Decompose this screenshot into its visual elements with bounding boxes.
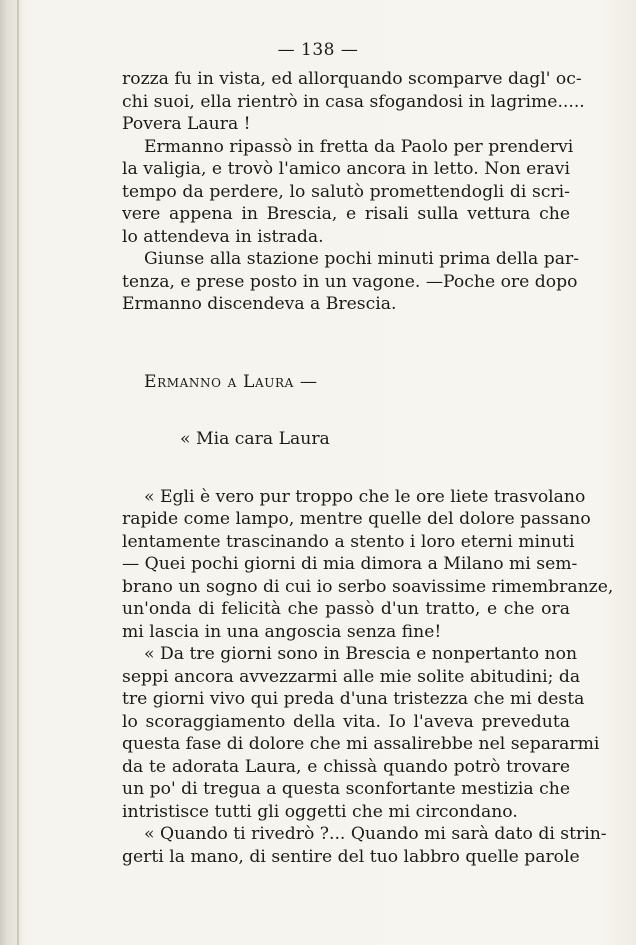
spacer — [122, 351, 570, 371]
text-line: tempo da perdere, lo salutò promettendogli di scri- — [122, 181, 570, 202]
text-line: « Da tre giorni sono in Brescia e nonpertanto non — [144, 644, 578, 664]
text-line: Ermanno discendeva a Brescia. — [122, 294, 397, 314]
text-line: brano un sogno di cui io serbo soavissime rimembranze, — [122, 576, 614, 597]
letter-salutation: « Mia cara Laura — [180, 429, 330, 449]
letter-paragraph-2 — [122, 643, 600, 823]
text-line: un po' di tregua a questa sconfortante mestizia che — [122, 779, 570, 799]
text-line: — Quei pochi giorni di mia dimora a Milano mi sem- — [122, 554, 578, 574]
text-line: tre giorni vivo qui preda d'una tristezza che mi desta — [122, 689, 585, 709]
text-line: Povera Laura ! — [122, 114, 251, 134]
spacer — [122, 393, 570, 428]
text-line: seppi ancora avvezzarmi alle mie solite abitudini; da — [122, 666, 581, 687]
letter-paragraph-1 — [122, 486, 614, 644]
text-line: rapide come lampo, mentre quelle del dolore passano — [122, 509, 591, 529]
page-text — [122, 68, 614, 868]
text-line: lo attendeva in istrada. — [122, 226, 324, 247]
paragraph-2 — [122, 136, 574, 249]
spacer — [122, 316, 570, 351]
text-line: lentamente trascinando a stento i loro eterni minuti — [122, 531, 575, 552]
text-line: gerti la mano, di sentire del tuo labbro quelle parole — [122, 846, 580, 867]
page-number: — 138 — — [277, 40, 359, 60]
text-line: mi lascia in una angoscia senza fine! — [122, 621, 442, 642]
text-line: la valigia, e trovò l'amico ancora in letto. Non eravi — [122, 159, 570, 179]
text-line: « Quando ti rivedrò ?... Quando mi sarà dato di strin- — [144, 824, 607, 844]
binding-edge — [17, 0, 19, 945]
text-line: da te adorata Laura, e chissà quando potrò trovare — [122, 756, 570, 777]
text-line: rozza fu in vista, ed allorquando scomparve dagl' oc- — [122, 69, 582, 89]
text-line: lo scoraggiamento della vita. Io l'aveva preveduta — [122, 711, 570, 732]
text-line: intristisce tutti gli oggetti che mi circondano. — [122, 801, 518, 822]
text-line: Giunse alla stazione pochi minuti prima della par- — [144, 249, 580, 269]
text-line: « Egli è vero pur troppo che le ore liete trasvolano — [144, 486, 586, 507]
letter-heading: Ermanno a Laura — — [144, 371, 318, 392]
text-line: chi suoi, ella rientrò in casa sfogandosi in lagrime..... — [122, 91, 585, 112]
text-line: Ermanno ripassò in fretta da Paolo per prendervi — [144, 136, 574, 157]
text-line: vere appena in Brescia, e risali sulla vettura che — [122, 204, 570, 224]
text-line: un'onda di felicità che passò d'un tratto, e che ora — [122, 599, 570, 619]
text-line: tenza, e prese posto in un vagone. —Poche ore dopo — [122, 271, 578, 292]
spacer — [122, 451, 570, 486]
paragraph-1 — [122, 68, 585, 136]
paragraph-3 — [122, 248, 580, 316]
text-line: questa fase di dolore che mi assalirebbe nel separarmi — [122, 734, 600, 754]
letter-paragraph-3 — [122, 823, 607, 868]
